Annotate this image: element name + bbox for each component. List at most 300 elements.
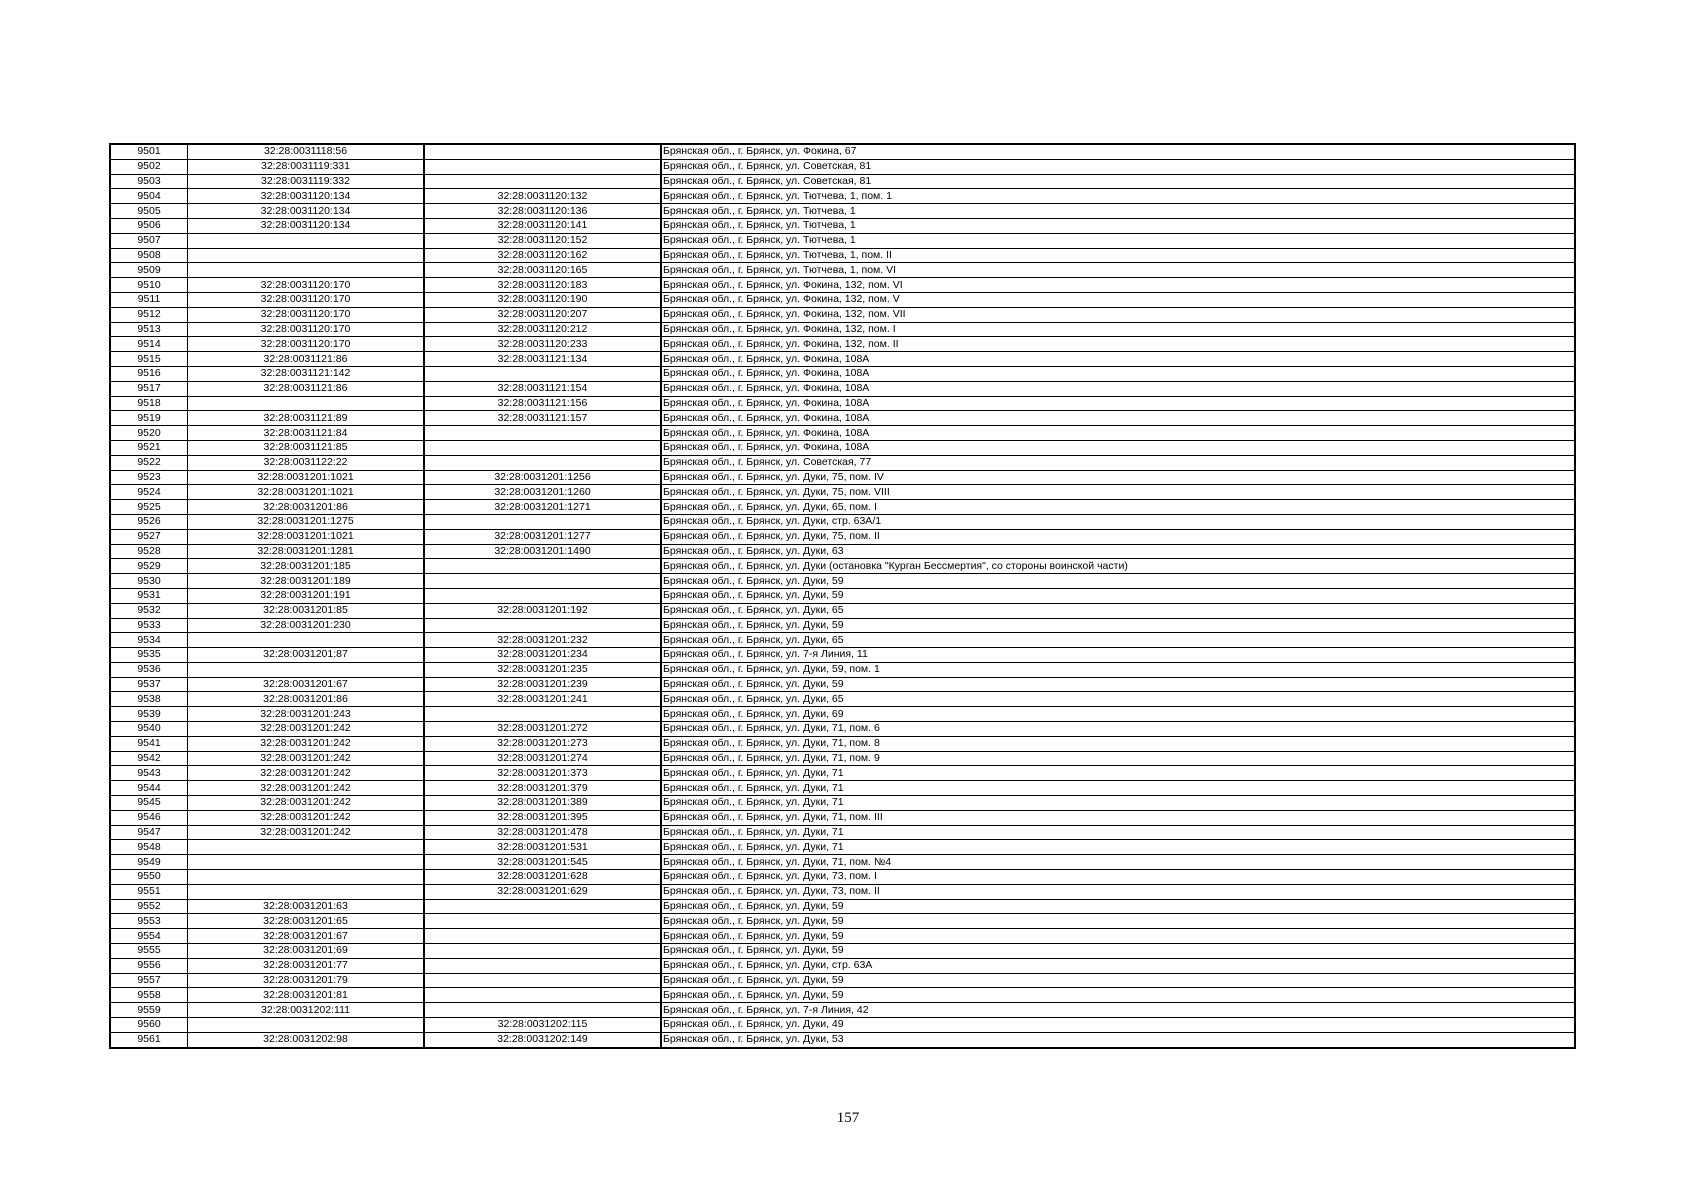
table-row — [110, 174, 1575, 189]
address-cell: Брянская обл., г. Брянск, ул. Дуки, 59 — [661, 618, 1575, 633]
table-row — [110, 855, 1575, 870]
address-cell: Брянская обл., г. Брянск, ул. Дуки, 71 — [661, 781, 1575, 796]
table-row — [110, 233, 1575, 248]
object-cadastral-number-cell: 32:28:0031121:154 — [424, 381, 661, 396]
address-cell: Брянская обл., г. Брянск, ул. Тютчева, 1, пом. II — [661, 248, 1575, 263]
cadastral-number-cell: 32:28:0031201:189 — [188, 574, 425, 589]
address-cell: Брянская обл., г. Брянск, ул. Дуки, 73, пом. I — [661, 870, 1575, 885]
table-row — [110, 337, 1575, 352]
address-cell: Брянская обл., г. Брянск, ул. Дуки, 71 — [661, 796, 1575, 811]
object-cadastral-number-cell: 32:28:0031120:141 — [424, 218, 661, 233]
address-cell: Брянская обл., г. Брянск, ул. Фокина, 108А — [661, 426, 1575, 441]
cadastral-number-cell: 32:28:0031120:170 — [188, 307, 425, 322]
table-row — [110, 722, 1575, 737]
object-cadastral-number-cell: 32:28:0031120:190 — [424, 292, 661, 307]
row-number-cell: 9535 — [110, 648, 188, 663]
cadastral-number-cell: 32:28:0031201:65 — [188, 914, 425, 929]
row-number-cell: 9514 — [110, 337, 188, 352]
address-cell: Брянская обл., г. Брянск, ул. Дуки, 63 — [661, 544, 1575, 559]
object-cadastral-number-cell — [424, 174, 661, 189]
cadastral-number-cell — [188, 840, 425, 855]
object-cadastral-number-cell: 32:28:0031201:1260 — [424, 485, 661, 500]
object-cadastral-number-cell: 32:28:0031201:373 — [424, 766, 661, 781]
address-cell: Брянская обл., г. Брянск, ул. Дуки, 59 — [661, 677, 1575, 692]
row-number-cell: 9522 — [110, 455, 188, 470]
table-row — [110, 514, 1575, 529]
row-number-cell: 9555 — [110, 944, 188, 959]
object-cadastral-number-cell — [424, 588, 661, 603]
address-cell: Брянская обл., г. Брянск, ул. Дуки, 69 — [661, 707, 1575, 722]
cadastral-number-cell: 32:28:0031201:81 — [188, 988, 425, 1003]
address-cell: Брянская обл., г. Брянск, ул. Тютчева, 1, пом. VI — [661, 263, 1575, 278]
object-cadastral-number-cell — [424, 455, 661, 470]
table-row — [110, 307, 1575, 322]
row-number-cell: 9521 — [110, 440, 188, 455]
cadastral-number-cell: 32:28:0031120:170 — [188, 337, 425, 352]
object-cadastral-number-cell — [424, 366, 661, 381]
table-row — [110, 159, 1575, 174]
object-cadastral-number-cell: 32:28:0031202:149 — [424, 1032, 661, 1047]
cadastral-number-cell: 32:28:0031201:63 — [188, 899, 425, 914]
table-row — [110, 144, 1575, 159]
object-cadastral-number-cell: 32:28:0031201:389 — [424, 796, 661, 811]
object-cadastral-number-cell: 32:28:0031201:234 — [424, 648, 661, 663]
cadastral-number-cell: 32:28:0031201:87 — [188, 648, 425, 663]
cadastral-number-cell: 32:28:0031201:67 — [188, 677, 425, 692]
table-row — [110, 958, 1575, 973]
object-cadastral-number-cell: 32:28:0031121:134 — [424, 352, 661, 367]
cadastral-number-cell: 32:28:0031201:185 — [188, 559, 425, 574]
object-cadastral-number-cell — [424, 514, 661, 529]
registry-table — [109, 143, 1576, 1049]
table-row — [110, 677, 1575, 692]
table-row — [110, 810, 1575, 825]
row-number-cell: 9559 — [110, 1003, 188, 1018]
cadastral-number-cell — [188, 662, 425, 677]
row-number-cell: 9547 — [110, 825, 188, 840]
table-row — [110, 278, 1575, 293]
row-number-cell: 9542 — [110, 751, 188, 766]
table-row — [110, 500, 1575, 515]
cadastral-number-cell: 32:28:0031201:86 — [188, 692, 425, 707]
row-number-cell: 9509 — [110, 263, 188, 278]
address-cell: Брянская обл., г. Брянск, ул. Дуки, 71, пом. №4 — [661, 855, 1575, 870]
object-cadastral-number-cell — [424, 899, 661, 914]
object-cadastral-number-cell: 32:28:0031201:192 — [424, 603, 661, 618]
address-cell: Брянская обл., г. Брянск, ул. 7-я Линия, 11 — [661, 648, 1575, 663]
row-number-cell: 9527 — [110, 529, 188, 544]
object-cadastral-number-cell — [424, 426, 661, 441]
address-cell: Брянская обл., г. Брянск, ул. Дуки, 71 — [661, 766, 1575, 781]
object-cadastral-number-cell — [424, 973, 661, 988]
cadastral-number-cell: 32:28:0031201:1281 — [188, 544, 425, 559]
object-cadastral-number-cell — [424, 574, 661, 589]
address-cell: Брянская обл., г. Брянск, ул. Тютчева, 1 — [661, 218, 1575, 233]
object-cadastral-number-cell: 32:28:0031201:274 — [424, 751, 661, 766]
row-number-cell: 9508 — [110, 248, 188, 263]
object-cadastral-number-cell: 32:28:0031201:239 — [424, 677, 661, 692]
table-row — [110, 292, 1575, 307]
table-row — [110, 899, 1575, 914]
address-cell: Брянская обл., г. Брянск, ул. Дуки, стр. 63А — [661, 958, 1575, 973]
cadastral-number-cell: 32:28:0031120:134 — [188, 189, 425, 204]
address-cell: Брянская обл., г. Брянск, ул. Советская, 81 — [661, 174, 1575, 189]
address-cell: Брянская обл., г. Брянск, ул. Советская, 77 — [661, 455, 1575, 470]
object-cadastral-number-cell — [424, 618, 661, 633]
table-row — [110, 263, 1575, 278]
table-row — [110, 1018, 1575, 1033]
cadastral-number-cell — [188, 870, 425, 885]
object-cadastral-number-cell: 32:28:0031201:395 — [424, 810, 661, 825]
table-row — [110, 440, 1575, 455]
cadastral-number-cell: 32:28:0031120:134 — [188, 218, 425, 233]
address-cell: Брянская обл., г. Брянск, ул. Фокина, 108А — [661, 411, 1575, 426]
row-number-cell: 9556 — [110, 958, 188, 973]
row-number-cell: 9531 — [110, 588, 188, 603]
object-cadastral-number-cell: 32:28:0031120:132 — [424, 189, 661, 204]
address-cell: Брянская обл., г. Брянск, ул. Дуки, 59 — [661, 588, 1575, 603]
object-cadastral-number-cell: 32:28:0031201:232 — [424, 633, 661, 648]
table-row — [110, 988, 1575, 1003]
object-cadastral-number-cell: 32:28:0031201:1490 — [424, 544, 661, 559]
row-number-cell: 9515 — [110, 352, 188, 367]
row-number-cell: 9505 — [110, 204, 188, 219]
object-cadastral-number-cell: 32:28:0031201:235 — [424, 662, 661, 677]
table-row — [110, 204, 1575, 219]
cadastral-number-cell: 32:28:0031202:111 — [188, 1003, 425, 1018]
address-cell: Брянская обл., г. Брянск, ул. Советская, 81 — [661, 159, 1575, 174]
cadastral-number-cell: 32:28:0031201:77 — [188, 958, 425, 973]
object-cadastral-number-cell: 32:28:0031120:165 — [424, 263, 661, 278]
address-cell: Брянская обл., г. Брянск, ул. Фокина, 132, пом. I — [661, 322, 1575, 337]
table-row — [110, 781, 1575, 796]
table-row — [110, 692, 1575, 707]
object-cadastral-number-cell — [424, 159, 661, 174]
cadastral-number-cell: 32:28:0031201:242 — [188, 825, 425, 840]
cadastral-number-cell — [188, 633, 425, 648]
row-number-cell: 9536 — [110, 662, 188, 677]
table-row — [110, 648, 1575, 663]
address-cell: Брянская обл., г. Брянск, ул. Дуки, 53 — [661, 1032, 1575, 1047]
address-cell: Брянская обл., г. Брянск, ул. Фокина, 108А — [661, 366, 1575, 381]
cadastral-number-cell: 32:28:0031120:170 — [188, 292, 425, 307]
object-cadastral-number-cell — [424, 1003, 661, 1018]
cadastral-number-cell: 32:28:0031201:69 — [188, 944, 425, 959]
cadastral-number-cell — [188, 396, 425, 411]
row-number-cell: 9519 — [110, 411, 188, 426]
row-number-cell: 9520 — [110, 426, 188, 441]
cadastral-number-cell: 32:28:0031201:242 — [188, 810, 425, 825]
address-cell: Брянская обл., г. Брянск, ул. Дуки, 59 — [661, 929, 1575, 944]
table-row — [110, 485, 1575, 500]
table-row — [110, 1032, 1575, 1047]
table-row — [110, 352, 1575, 367]
cadastral-number-cell: 32:28:0031201:191 — [188, 588, 425, 603]
address-cell: Брянская обл., г. Брянск, ул. Дуки, стр. 63А/1 — [661, 514, 1575, 529]
row-number-cell: 9528 — [110, 544, 188, 559]
object-cadastral-number-cell: 32:28:0031201:628 — [424, 870, 661, 885]
address-cell: Брянская обл., г. Брянск, ул. Фокина, 108А — [661, 440, 1575, 455]
address-cell: Брянская обл., г. Брянск, ул. Тютчева, 1 — [661, 204, 1575, 219]
object-cadastral-number-cell — [424, 559, 661, 574]
row-number-cell: 9516 — [110, 366, 188, 381]
address-cell: Брянская обл., г. Брянск, ул. Дуки, 75, пом. II — [661, 529, 1575, 544]
cadastral-number-cell: 32:28:0031121:84 — [188, 426, 425, 441]
row-number-cell: 9512 — [110, 307, 188, 322]
row-number-cell: 9560 — [110, 1018, 188, 1033]
object-cadastral-number-cell: 32:28:0031201:273 — [424, 736, 661, 751]
address-cell: Брянская обл., г. Брянск, ул. Фокина, 108А — [661, 381, 1575, 396]
table-row — [110, 529, 1575, 544]
table-row — [110, 825, 1575, 840]
row-number-cell: 9524 — [110, 485, 188, 500]
address-cell: Брянская обл., г. Брянск, ул. Дуки, 59 — [661, 944, 1575, 959]
row-number-cell: 9551 — [110, 884, 188, 899]
object-cadastral-number-cell — [424, 958, 661, 973]
cadastral-number-cell: 32:28:0031122:22 — [188, 455, 425, 470]
row-number-cell: 9532 — [110, 603, 188, 618]
object-cadastral-number-cell: 32:28:0031120:152 — [424, 233, 661, 248]
table-row — [110, 884, 1575, 899]
object-cadastral-number-cell — [424, 944, 661, 959]
object-cadastral-number-cell: 32:28:0031120:233 — [424, 337, 661, 352]
row-number-cell: 9511 — [110, 292, 188, 307]
cadastral-number-cell: 32:28:0031118:56 — [188, 144, 425, 159]
row-number-cell: 9510 — [110, 278, 188, 293]
table-row — [110, 973, 1575, 988]
address-cell: Брянская обл., г. Брянск, ул. Фокина, 132, пом. VII — [661, 307, 1575, 322]
address-cell: Брянская обл., г. Брянск, ул. Дуки, 71, пом. 9 — [661, 751, 1575, 766]
address-cell: Брянская обл., г. Брянск, ул. Фокина, 108А — [661, 352, 1575, 367]
cadastral-number-cell: 32:28:0031120:170 — [188, 322, 425, 337]
table-row — [110, 840, 1575, 855]
row-number-cell: 9554 — [110, 929, 188, 944]
row-number-cell: 9558 — [110, 988, 188, 1003]
row-number-cell: 9507 — [110, 233, 188, 248]
cadastral-number-cell: 32:28:0031121:86 — [188, 352, 425, 367]
table-row — [110, 544, 1575, 559]
table-row — [110, 944, 1575, 959]
table-row — [110, 603, 1575, 618]
address-cell: Брянская обл., г. Брянск, ул. Фокина, 132, пом. II — [661, 337, 1575, 352]
table-row — [110, 574, 1575, 589]
address-cell: Брянская обл., г. Брянск, ул. Дуки, 71, пом. III — [661, 810, 1575, 825]
row-number-cell: 9537 — [110, 677, 188, 692]
cadastral-number-cell: 32:28:0031201:242 — [188, 766, 425, 781]
row-number-cell: 9526 — [110, 514, 188, 529]
registry-table-body — [110, 144, 1575, 1048]
row-number-cell: 9517 — [110, 381, 188, 396]
object-cadastral-number-cell: 32:28:0031202:115 — [424, 1018, 661, 1033]
address-cell: Брянская обл., г. Брянск, ул. Дуки, 65 — [661, 692, 1575, 707]
object-cadastral-number-cell: 32:28:0031201:1271 — [424, 500, 661, 515]
row-number-cell: 9540 — [110, 722, 188, 737]
row-number-cell: 9557 — [110, 973, 188, 988]
object-cadastral-number-cell — [424, 929, 661, 944]
row-number-cell: 9502 — [110, 159, 188, 174]
address-cell: Брянская обл., г. Брянск, ул. Дуки, 73, пом. II — [661, 884, 1575, 899]
cadastral-number-cell: 32:28:0031201:1021 — [188, 485, 425, 500]
cadastral-number-cell: 32:28:0031121:89 — [188, 411, 425, 426]
object-cadastral-number-cell — [424, 914, 661, 929]
cadastral-number-cell — [188, 263, 425, 278]
cadastral-number-cell: 32:28:0031201:230 — [188, 618, 425, 633]
table-row — [110, 189, 1575, 204]
table-row — [110, 322, 1575, 337]
cadastral-number-cell: 32:28:0031201:242 — [188, 722, 425, 737]
address-cell: Брянская обл., г. Брянск, ул. Дуки, 59 — [661, 973, 1575, 988]
row-number-cell: 9506 — [110, 218, 188, 233]
table-row — [110, 707, 1575, 722]
address-cell: Брянская обл., г. Брянск, ул. Тютчева, 1, пом. 1 — [661, 189, 1575, 204]
row-number-cell: 9544 — [110, 781, 188, 796]
row-number-cell: 9552 — [110, 899, 188, 914]
cadastral-number-cell: 32:28:0031119:332 — [188, 174, 425, 189]
cadastral-number-cell: 32:28:0031119:331 — [188, 159, 425, 174]
cadastral-number-cell: 32:28:0031201:79 — [188, 973, 425, 988]
object-cadastral-number-cell: 32:28:0031201:478 — [424, 825, 661, 840]
table-row — [110, 248, 1575, 263]
row-number-cell: 9525 — [110, 500, 188, 515]
table-row — [110, 870, 1575, 885]
table-row — [110, 559, 1575, 574]
table-row — [110, 381, 1575, 396]
table-row — [110, 662, 1575, 677]
cadastral-number-cell: 32:28:0031201:1021 — [188, 529, 425, 544]
object-cadastral-number-cell — [424, 440, 661, 455]
object-cadastral-number-cell: 32:28:0031201:545 — [424, 855, 661, 870]
object-cadastral-number-cell: 32:28:0031201:241 — [424, 692, 661, 707]
object-cadastral-number-cell: 32:28:0031201:1277 — [424, 529, 661, 544]
address-cell: Брянская обл., г. Брянск, ул. Дуки, 59, пом. 1 — [661, 662, 1575, 677]
object-cadastral-number-cell: 32:28:0031121:156 — [424, 396, 661, 411]
cadastral-number-cell: 32:28:0031201:86 — [188, 500, 425, 515]
table-row — [110, 766, 1575, 781]
table-row — [110, 736, 1575, 751]
object-cadastral-number-cell: 32:28:0031120:183 — [424, 278, 661, 293]
address-cell: Брянская обл., г. Брянск, ул. Фокина, 132, пом. V — [661, 292, 1575, 307]
table-row — [110, 633, 1575, 648]
table-row — [110, 218, 1575, 233]
row-number-cell: 9543 — [110, 766, 188, 781]
table-row — [110, 470, 1575, 485]
address-cell: Брянская обл., г. Брянск, ул. 7-я Линия, 42 — [661, 1003, 1575, 1018]
cadastral-number-cell — [188, 884, 425, 899]
page-number: 157 — [836, 1110, 860, 1126]
row-number-cell: 9504 — [110, 189, 188, 204]
table-row — [110, 1003, 1575, 1018]
object-cadastral-number-cell: 32:28:0031201:531 — [424, 840, 661, 855]
address-cell: Брянская обл., г. Брянск, ул. Дуки, 71 — [661, 840, 1575, 855]
address-cell: Брянская обл., г. Брянск, ул. Дуки, 59 — [661, 574, 1575, 589]
table-row — [110, 588, 1575, 603]
address-cell: Брянская обл., г. Брянск, ул. Дуки, 65 — [661, 633, 1575, 648]
cadastral-number-cell: 32:28:0031201:242 — [188, 751, 425, 766]
address-cell: Брянская обл., г. Брянск, ул. Дуки, 71 — [661, 825, 1575, 840]
address-cell: Брянская обл., г. Брянск, ул. Дуки, 75, пом. IV — [661, 470, 1575, 485]
row-number-cell: 9530 — [110, 574, 188, 589]
row-number-cell: 9541 — [110, 736, 188, 751]
cadastral-number-cell — [188, 1018, 425, 1033]
cadastral-number-cell: 32:28:0031120:170 — [188, 278, 425, 293]
table-row — [110, 426, 1575, 441]
object-cadastral-number-cell: 32:28:0031120:212 — [424, 322, 661, 337]
cadastral-number-cell: 32:28:0031201:1275 — [188, 514, 425, 529]
object-cadastral-number-cell: 32:28:0031120:136 — [424, 204, 661, 219]
object-cadastral-number-cell: 32:28:0031201:379 — [424, 781, 661, 796]
row-number-cell: 9513 — [110, 322, 188, 337]
cadastral-number-cell: 32:28:0031201:67 — [188, 929, 425, 944]
address-cell: Брянская обл., г. Брянск, ул. Тютчева, 1 — [661, 233, 1575, 248]
cadastral-number-cell — [188, 855, 425, 870]
table-row — [110, 929, 1575, 944]
cadastral-number-cell: 32:28:0031201:242 — [188, 796, 425, 811]
row-number-cell: 9533 — [110, 618, 188, 633]
cadastral-number-cell: 32:28:0031201:243 — [188, 707, 425, 722]
row-number-cell: 9538 — [110, 692, 188, 707]
table-row — [110, 366, 1575, 381]
row-number-cell: 9539 — [110, 707, 188, 722]
address-cell: Брянская обл., г. Брянск, ул. Дуки, 71, пом. 8 — [661, 736, 1575, 751]
row-number-cell: 9553 — [110, 914, 188, 929]
row-number-cell: 9529 — [110, 559, 188, 574]
row-number-cell: 9518 — [110, 396, 188, 411]
object-cadastral-number-cell: 32:28:0031201:272 — [424, 722, 661, 737]
object-cadastral-number-cell — [424, 707, 661, 722]
row-number-cell: 9503 — [110, 174, 188, 189]
cadastral-number-cell: 32:28:0031121:86 — [188, 381, 425, 396]
cadastral-number-cell: 32:28:0031201:85 — [188, 603, 425, 618]
cadastral-number-cell: 32:28:0031202:98 — [188, 1032, 425, 1047]
cadastral-number-cell — [188, 248, 425, 263]
row-number-cell: 9561 — [110, 1032, 188, 1047]
object-cadastral-number-cell: 32:28:0031201:629 — [424, 884, 661, 899]
address-cell: Брянская обл., г. Брянск, ул. Фокина, 67 — [661, 144, 1575, 159]
table-row — [110, 618, 1575, 633]
address-cell: Брянская обл., г. Брянск, ул. Дуки, 49 — [661, 1018, 1575, 1033]
address-cell: Брянская обл., г. Брянск, ул. Фокина, 108А — [661, 396, 1575, 411]
table-row — [110, 796, 1575, 811]
row-number-cell: 9546 — [110, 810, 188, 825]
table-row — [110, 396, 1575, 411]
row-number-cell: 9534 — [110, 633, 188, 648]
table-row — [110, 751, 1575, 766]
table-row — [110, 455, 1575, 470]
row-number-cell: 9523 — [110, 470, 188, 485]
object-cadastral-number-cell: 32:28:0031120:207 — [424, 307, 661, 322]
address-cell: Брянская обл., г. Брянск, ул. Дуки, 59 — [661, 914, 1575, 929]
cadastral-number-cell: 32:28:0031201:1021 — [188, 470, 425, 485]
object-cadastral-number-cell: 32:28:0031121:157 — [424, 411, 661, 426]
row-number-cell: 9550 — [110, 870, 188, 885]
address-cell: Брянская обл., г. Брянск, ул. Дуки, 71, пом. 6 — [661, 722, 1575, 737]
row-number-cell: 9548 — [110, 840, 188, 855]
cadastral-number-cell: 32:28:0031120:134 — [188, 204, 425, 219]
object-cadastral-number-cell: 32:28:0031120:162 — [424, 248, 661, 263]
cadastral-number-cell: 32:28:0031121:142 — [188, 366, 425, 381]
cadastral-number-cell: 32:28:0031201:242 — [188, 781, 425, 796]
object-cadastral-number-cell — [424, 144, 661, 159]
address-cell: Брянская обл., г. Брянск, ул. Фокина, 132, пом. VI — [661, 278, 1575, 293]
address-cell: Брянская обл., г. Брянск, ул. Дуки, 59 — [661, 988, 1575, 1003]
cadastral-number-cell: 32:28:0031121:85 — [188, 440, 425, 455]
row-number-cell: 9545 — [110, 796, 188, 811]
address-cell: Брянская обл., г. Брянск, ул. Дуки, 75, пом. VIII — [661, 485, 1575, 500]
object-cadastral-number-cell — [424, 988, 661, 1003]
row-number-cell: 9549 — [110, 855, 188, 870]
cadastral-number-cell: 32:28:0031201:242 — [188, 736, 425, 751]
address-cell: Брянская обл., г. Брянск, ул. Дуки, 59 — [661, 899, 1575, 914]
